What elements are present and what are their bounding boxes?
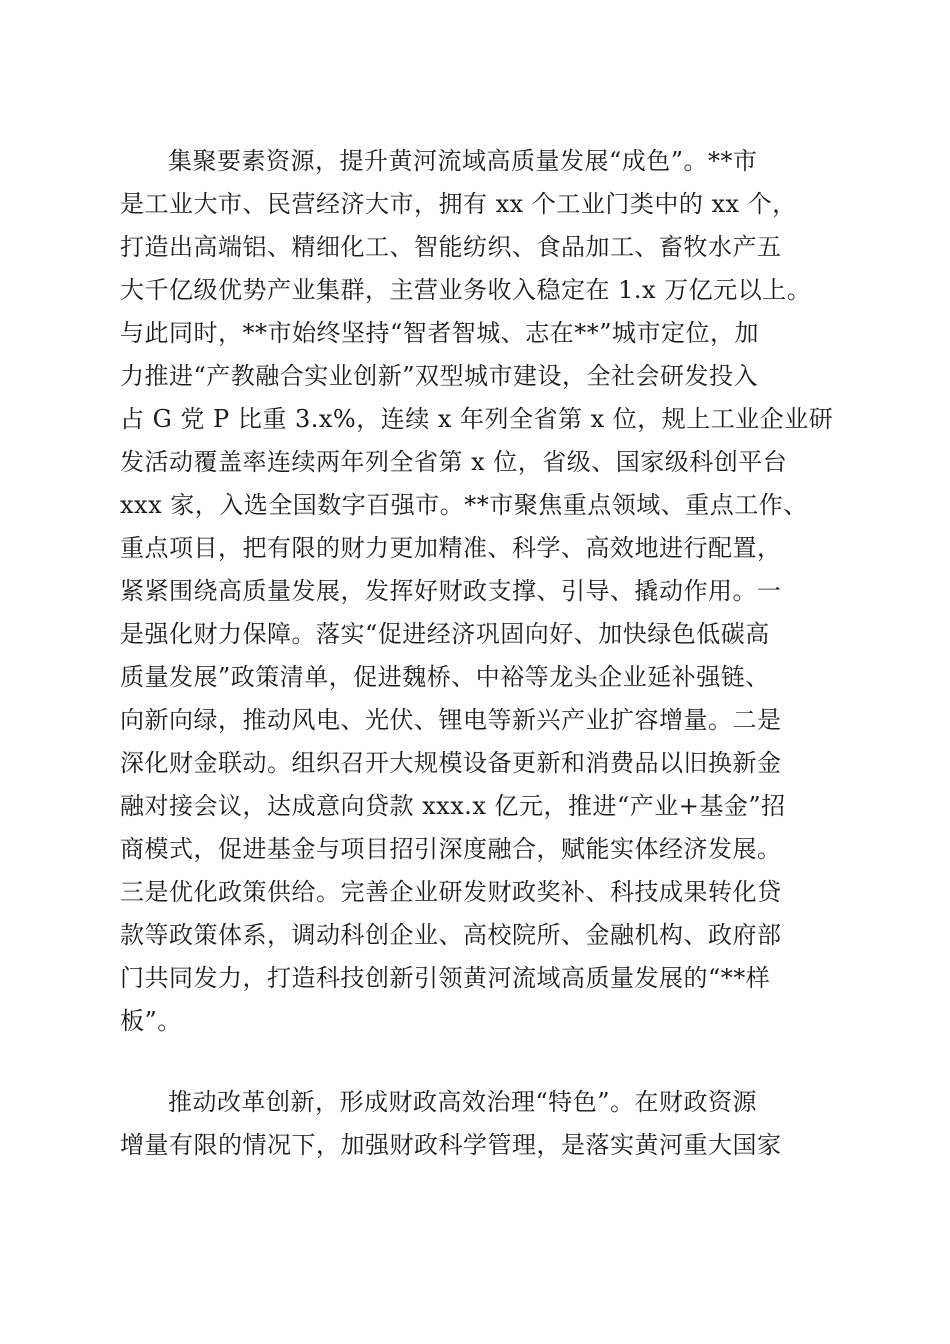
paragraph-line: 与此同时，**市始终坚持“智者智城、志在**”城市定位，加	[120, 319, 760, 347]
paragraph-line: 占 G 党 P 比重 3.x%，连续 x 年列全省第 x 位，规上工业企业研	[120, 405, 834, 433]
paragraph-line: 推动改革创新，形成财政高效治理“特色”。在财政资源	[168, 1088, 758, 1116]
paragraph-line: 款等政策体系，调动科创企业、高校院所、金融机构、政府部	[120, 921, 782, 949]
paragraph-line: 向新向绿，推动风电、光伏、锂电等新兴产业扩容增量。二是	[120, 706, 782, 734]
paragraph-line: 增量有限的情况下，加强财政科学管理，是落实黄河重大国家	[120, 1131, 782, 1159]
paragraph-line: 商模式，促进基金与项目招引深度融合，赋能实体经济发展。	[120, 835, 782, 863]
paragraph-line: 深化财金联动。组织召开大规模设备更新和消费品以旧换新金	[120, 749, 782, 777]
paragraph-line: 紧紧围绕高质量发展，发挥好财政支撑、引导、撬动作用。一	[120, 577, 782, 605]
paragraph-line: 发活动覆盖率连续两年列全省第 x 位，省级、国家级科创平台	[120, 448, 788, 476]
paragraph-line: 力推进“产教融合实业创新”双型城市建设，全社会研发投入	[120, 362, 759, 390]
paragraph-line: 融对接会议，达成意向贷款 xxx.x 亿元，推进“产业+基金”招	[120, 792, 786, 820]
paragraph-line: 重点项目，把有限的财力更加精准、科学、高效地进行配置，	[120, 534, 782, 562]
paragraph-line: 是工业大市、民营经济大市，拥有 xx 个工业门类中的 xx 个，	[120, 190, 797, 218]
paragraph-line: 集聚要素资源，提升黄河流域高质量发展“成色”。**市	[168, 147, 758, 175]
paragraph-line: 打造出高端铝、精细化工、智能纺织、食品加工、畜牧水产五	[120, 233, 782, 261]
paragraph-line: 板”。	[120, 1007, 182, 1035]
paragraph-reform-innovation	[120, 1081, 840, 1167]
paragraph-line: 大千亿级优势产业集群，主营业务收入稳定在 1.x 万亿元以上。	[120, 276, 812, 304]
paragraph-line: 是强化财力保障。落实“促进经济巩固向好、加快绿色低碳高	[120, 620, 770, 648]
paragraph-line: 门共同发力，打造科技创新引领黄河流域高质量发展的“**样	[120, 964, 771, 992]
paragraph-line: 三是优化政策供给。完善企业研发财政奖补、科技成果转化贷	[120, 878, 782, 906]
paragraph-line: 质量发展”政策清单，促进魏桥、中裕等龙头企业延补强链、	[120, 663, 770, 691]
paragraph-industry-resources	[120, 140, 840, 1043]
paragraph-line: xxx 家，入选全国数字百强市。**市聚焦重点领域、重点工作、	[120, 491, 808, 519]
